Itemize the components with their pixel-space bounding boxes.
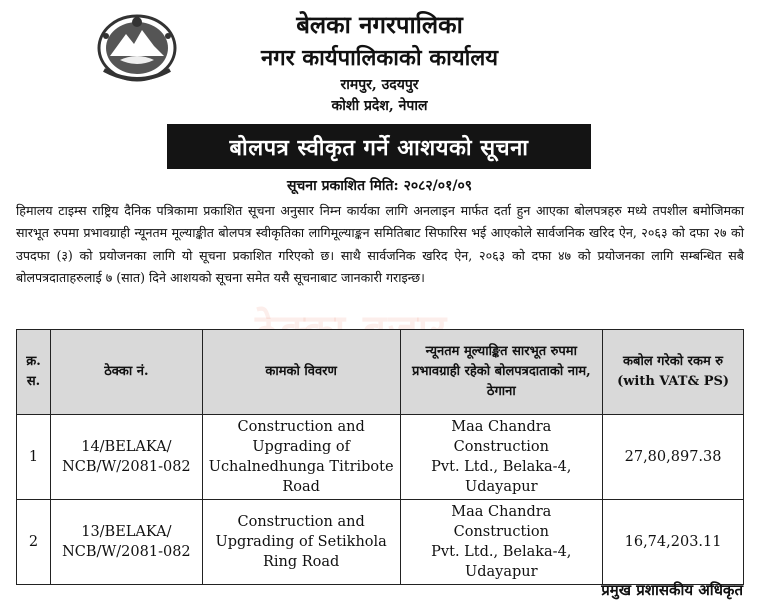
bidder-line1: Maa Chandra Construction: [451, 504, 552, 540]
contract-no-line1: 14/BELAKA/: [81, 439, 172, 455]
cell-sn: 2: [17, 500, 51, 585]
bid-table: [16, 329, 744, 585]
notice-body: हिमालय टाइम्स राष्ट्रिय दैनिक पत्रिकामा प्रकाशित सूचना अनुसार निम्न कार्यका लागि अनलाइन मार्फत दर्ता हुन आएका बोलपत्रहरु मध्ये तपशील बमोजिमका सारभूत रुपमा प्रभावग्राही न्यूनतम मूल्याङ्कीत बोलपत्र स्वीकृतिका लागिमूल्याङ्कन समितिबाट सिफारिस भई आएकोले सार्वजनिक खरिद ऐन, २०६३ को दफा २७ को उपदफा (३) को प्रयोजनका लागि यो सूचना प्रकाशित गरिएको छ। साथै सार्वजनिक खरिद ऐन, २०६३ को दफा ४७ को प्रयोजनका लागि सम्बन्धित सबै बोलपत्रदाताहरुलाई ७ (सात) दिने आशयको सूचना समेत यसै सूचनाबाट जानकारी गराइन्छ।: [16, 203, 744, 286]
contract-no-line2: NCB/W/2081-082: [62, 544, 191, 560]
bidder-line3: Udayapur: [465, 479, 538, 495]
municipality-name: बेलका नगरपालिका: [296, 10, 463, 39]
cell-amount: 16,74,203.11: [603, 500, 744, 585]
bidder-line3: Udayapur: [465, 564, 538, 580]
header-contract-no: ठेक्का नं.: [50, 330, 202, 415]
bidder-line2: Pvt. Ltd., Belaka-4,: [431, 544, 572, 560]
bidder-line1: Maa Chandra Construction: [451, 419, 552, 455]
publish-date: सूचना प्रकाशित मिति: २०८२/०१/०९: [286, 178, 473, 194]
office-location: रामपुर, उदयपुर: [340, 77, 419, 93]
cell-contract-no: [50, 415, 202, 500]
header-bidder: न्यूनतम मूल्याङ्कित सारभूत रुपमा प्रभावग्राही रहेको बोलपत्रदाताको नाम, ठेगाना: [400, 330, 603, 415]
signature-title: प्रमुख प्रशासकीय अधिकृत: [601, 581, 743, 599]
cell-amount: 27,80,897.38: [603, 415, 744, 500]
office-name: नगर कार्यपालिकाको कार्यालय: [261, 45, 498, 71]
bidder-line2: Pvt. Ltd., Belaka-4,: [431, 459, 572, 475]
cell-sn: 1: [17, 415, 51, 500]
header-amount-note: (with VAT& PS): [617, 374, 730, 389]
cell-bidder: [400, 500, 603, 585]
office-province: कोशी प्रदेश, नेपाल: [331, 98, 428, 114]
cell-contract-no: [50, 500, 202, 585]
header-amount-label: कबोल गरेको रकम रु: [623, 354, 724, 369]
notice-title: बोलपत्र स्वीकृत गर्ने आशयको सूचना: [167, 124, 591, 169]
table-row: [17, 415, 744, 500]
cell-bidder: [400, 415, 603, 500]
cell-description: Construction and Upgrading of Uchalnedhunga Titribote Road: [202, 415, 400, 500]
header-description: कामको विवरण: [202, 330, 400, 415]
contract-no-line1: 13/BELAKA/: [81, 524, 172, 540]
header-amount: [603, 330, 744, 415]
cell-description: Construction and Upgrading of Setikhola Ring Road: [202, 500, 400, 585]
table-header-row: [17, 330, 744, 415]
contract-no-line2: NCB/W/2081-082: [62, 459, 191, 475]
table-row: [17, 500, 744, 585]
header-sn: क्र. स.: [17, 330, 51, 415]
